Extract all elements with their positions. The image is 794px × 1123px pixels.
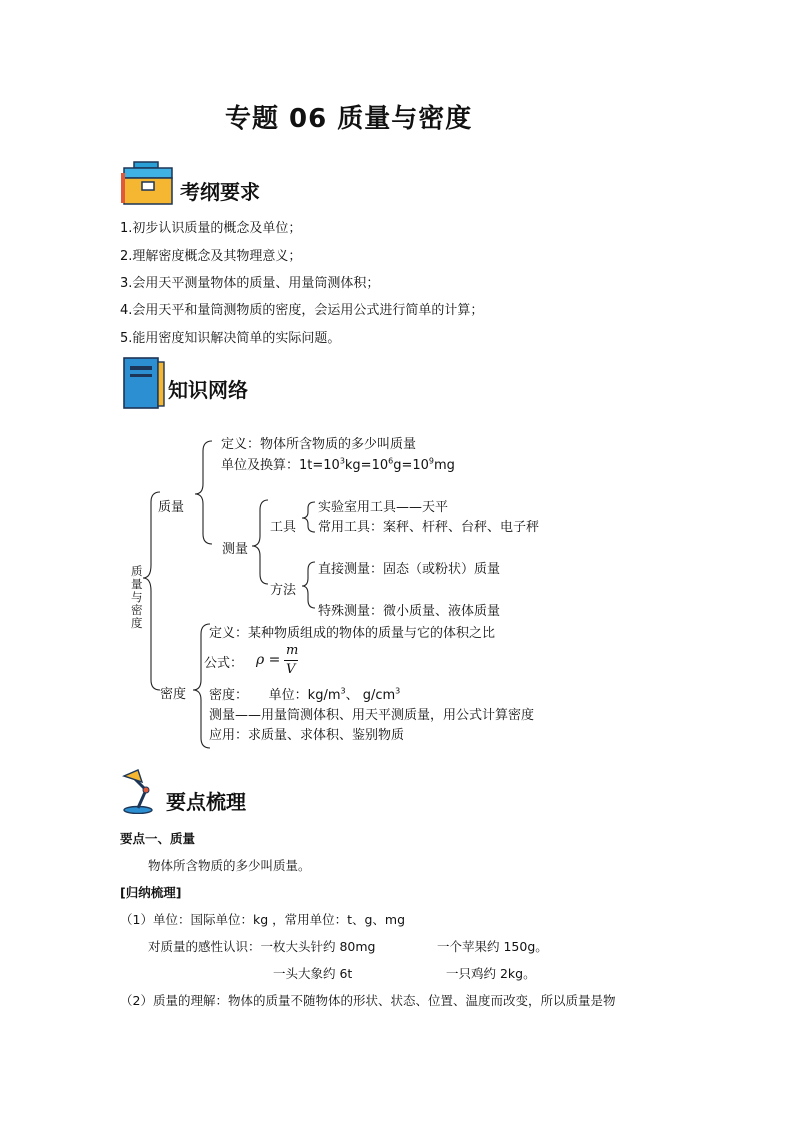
tree-mass-unit: 单位及换算：$1t=10^3kg=10^6g=10^9mg$ — [221, 456, 455, 473]
points-summary-label: [归纳梳理] — [120, 885, 182, 900]
section-title-points: 要点梳理 — [166, 790, 246, 814]
tree-methods-special: 特殊测量：微小质量、液体质量 — [318, 604, 501, 619]
desk-lamp-icon — [120, 768, 168, 814]
tree-density-unit: 密度： 单位：$kg/m^3$、 $g/cm^3$ — [209, 686, 401, 703]
tree-density-label: 密度 — [160, 687, 187, 702]
points-sense-elephant: 一头大象约 6t — [273, 966, 353, 981]
density-formula — [256, 643, 306, 679]
outline-item-1: 1.初步认识质量的概念及单位； — [120, 221, 302, 236]
outline-item-3: 3.会用天平测量物体的质量、用量筒测体积； — [120, 276, 380, 291]
points-sense-chicken: 一只鸡约 2kg。 — [446, 966, 536, 981]
tree-density-formula-label: 公式： — [204, 656, 244, 671]
tree-mass-definition: 定义：物体所含物质的多少叫质量 — [221, 437, 417, 452]
tree-methods-direct: 直接测量：固态（或粉状）质量 — [318, 562, 501, 577]
tree-measure-label: 测量 — [222, 542, 249, 557]
outline-item-4: 4.会用天平和量筒测物质的密度，会运用公式进行简单的计算； — [120, 303, 484, 318]
points-sense-prefix: 对质量的感性认识：一枚大头针约 80mg — [148, 939, 376, 954]
tree-tools-label: 工具 — [270, 520, 297, 535]
points-understanding: （2）质量的理解：物体的质量不随物体的形状、状态、位置、温度而改变，所以质量是物 — [120, 993, 616, 1008]
tree-density-definition: 定义：某种物质组成的物体的质量与它的体积之比 — [209, 626, 496, 641]
formula-numerator: m — [286, 643, 299, 658]
formula-denominator: V — [286, 662, 296, 677]
tree-methods-label: 方法 — [270, 583, 297, 598]
fraction-bar — [284, 660, 298, 661]
page-title: 专题 06 质量与密度 — [225, 104, 473, 134]
tree-mass-label: 质量 — [158, 500, 185, 515]
tree-root-label: 质量与密度 — [131, 564, 143, 630]
points-sense-apple: 一个苹果约 150g。 — [437, 939, 548, 954]
outline-item-2: 2.理解密度概念及其物理意义； — [120, 249, 302, 264]
points-unit-line: （1）单位：国际单位：kg ，常用单位：t、g、mg — [120, 912, 406, 927]
points-intro: 物体所含物质的多少叫质量。 — [148, 858, 311, 873]
tree-tools-common: 常用工具：案秤、杆秤、台秤、电子秤 — [318, 520, 540, 535]
section-title-network: 知识网络 — [168, 378, 248, 402]
tree-tools-lab: 实验室用工具——天平 — [318, 500, 449, 515]
formula-lhs: ρ = — [256, 652, 281, 668]
points-heading: 要点一、质量 — [120, 831, 196, 846]
section-title-outline: 考纲要求 — [180, 180, 260, 204]
tree-density-application: 应用：求质量、求体积、鉴别物质 — [209, 728, 405, 743]
outline-item-5: 5.能用密度知识解决简单的实际问题。 — [120, 331, 341, 346]
tree-density-measure: 测量——用量筒测体积、用天平测质量，用公式计算密度 — [209, 708, 535, 723]
